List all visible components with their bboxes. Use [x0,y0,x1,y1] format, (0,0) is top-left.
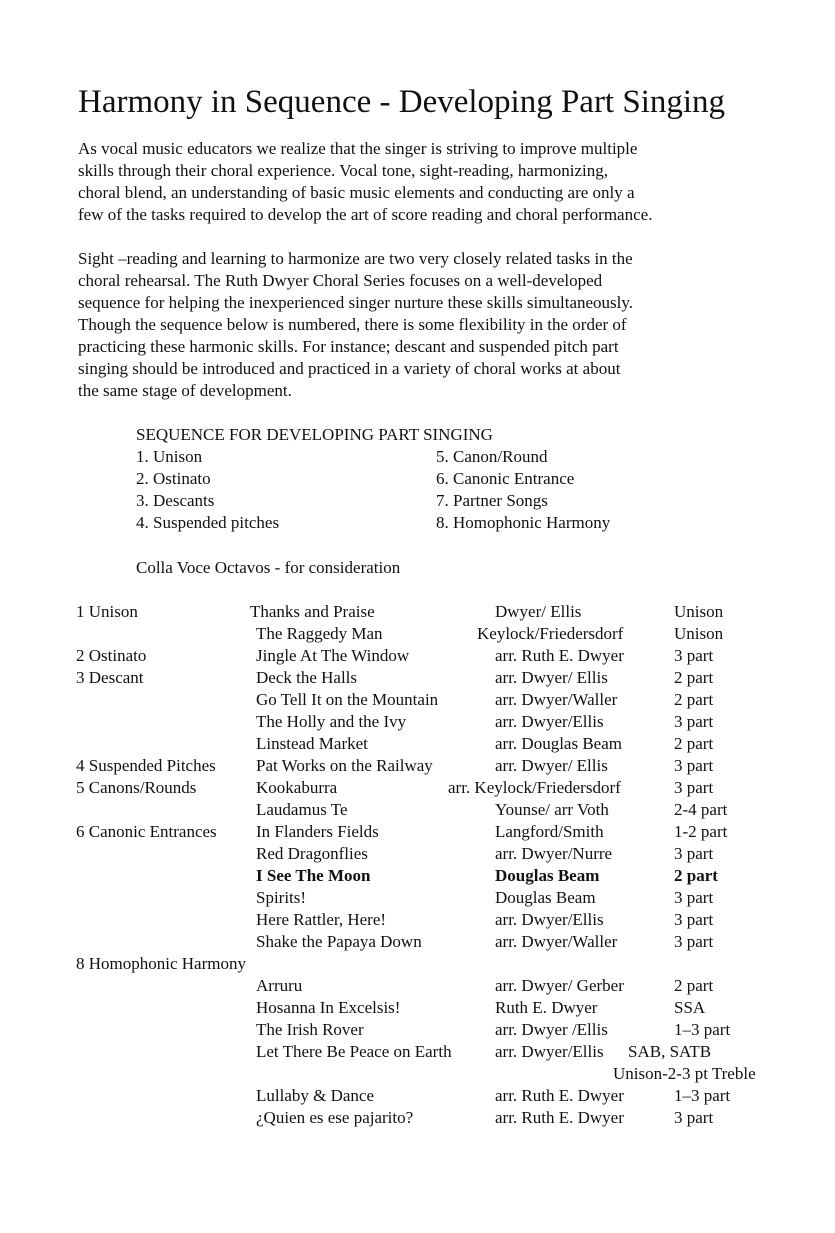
paragraph-line: the same stage of development. [78,381,292,400]
parts-cell: 3 part [674,932,714,951]
octavo-row [0,865,835,887]
octavo-row [0,799,835,821]
title-cell: The Raggedy Man [256,624,383,643]
octavo-row [0,733,835,755]
octavo-row [0,1019,835,1041]
title-cell: Kookaburra [256,778,338,797]
colla-voce-heading: Colla Voce Octavos - for consideration [136,558,401,577]
composer-cell: Dwyer/ Ellis [495,602,582,621]
category-cell: 4 Suspended Pitches [76,756,216,775]
title-cell: The Irish Rover [256,1020,364,1039]
parts-cell: 2 part [674,976,714,995]
sequence-item: 5. Canon/Round [436,447,548,466]
paragraph-line: choral rehearsal. The Ruth Dwyer Choral Series focuses on a well-developed [78,271,603,290]
parts-cell: SAB, SATB [628,1042,712,1061]
composer-cell: arr. Dwyer/Ellis [495,712,604,731]
title-cell: Go Tell It on the Mountain [256,690,439,709]
category-cell: 1 Unison [76,602,138,621]
title-cell: Pat Works on the Railway [256,756,433,775]
octavo-row [0,777,835,799]
parts-cell: 2 part [674,734,714,753]
octavo-row [0,997,835,1019]
parts-cell: 2 part [674,866,718,885]
title-cell: Hosanna In Excelsis! [256,998,401,1017]
octavo-row [0,821,835,843]
parts-cell: 2 part [674,668,714,687]
paragraph-line: skills through their choral experience. Vocal tone, sight-reading, harmonizing, [78,161,609,180]
composer-cell: Younse/ arr Voth [495,800,609,819]
sequence-item: 6. Canonic Entrance [436,469,575,488]
parts-cell: 1–3 part [674,1086,731,1105]
octavo-row [0,1063,835,1085]
octavo-row [0,1041,835,1063]
sequence-heading: SEQUENCE FOR DEVELOPING PART SINGING [136,425,493,444]
category-cell: 3 Descant [76,668,144,687]
parts-cell: 3 part [674,778,714,797]
composer-cell: arr. Dwyer/Waller [495,690,618,709]
title-cell: The Holly and the Ivy [256,712,407,731]
paragraph-line: As vocal music educators we realize that the singer is striving to improve multiple [78,139,638,158]
category-cell: 6 Canonic Entrances [76,822,217,841]
sequence-item: 1. Unison [136,447,203,466]
parts-cell: 3 part [674,646,714,665]
title-cell: Red Dragonflies [256,844,368,863]
paragraph-line: singing should be introduced and practiced in a variety of choral works at about [78,359,621,378]
category-cell: 8 Homophonic Harmony [76,954,246,973]
title-cell: I See The Moon [256,866,371,885]
parts-cell: 1-2 part [674,822,728,841]
parts-cell: Unison [674,624,724,643]
paragraph-line: Sight –reading and learning to harmonize are two very closely related tasks in the [78,249,633,268]
composer-cell: arr. Dwyer/Ellis [495,1042,604,1061]
title-cell: In Flanders Fields [256,822,379,841]
paragraph-line: choral blend, an understanding of basic music elements and conducting are only a [78,183,635,202]
page-title: Harmony in Sequence - Developing Part Singing [78,84,726,120]
parts-cell: Unison [674,602,724,621]
parts-cell: 3 part [674,1108,714,1127]
title-cell: Let There Be Peace on Earth [256,1042,452,1061]
parts-cell: 3 part [674,844,714,863]
octavo-row [0,667,835,689]
sight-reading-paragraph [78,248,778,402]
sequence-item: 7. Partner Songs [436,491,548,510]
title-cell: Deck the Halls [256,668,358,687]
paragraph-line: Though the sequence below is numbered, there is some flexibility in the order of [78,315,627,334]
category-cell: 5 Canons/Rounds [76,778,197,797]
sequence-item: 2. Ostinato [136,469,211,488]
composer-cell: arr. Dwyer/ Gerber [495,976,624,995]
composer-cell: arr. Dwyer/ Ellis [495,756,608,775]
octavo-row [0,909,835,931]
title-cell: ¿Quien es ese pajarito? [256,1108,414,1127]
octavo-row [0,1107,835,1129]
parts-cell: 3 part [674,910,714,929]
paragraph-line: practicing these harmonic skills. For instance; descant and suspended pitch part [78,337,619,356]
title-cell: Linstead Market [256,734,368,753]
parts-cell: 3 part [674,888,714,907]
sequence-section [136,424,696,534]
sequence-list [136,446,696,534]
sequence-item: 4. Suspended pitches [136,513,280,532]
composer-cell: arr. Dwyer/ Ellis [495,668,608,687]
sequence-item: 3. Descants [136,491,215,510]
octavo-row [0,975,835,997]
parts-cell: 3 part [674,756,714,775]
sequence-item: 8. Homophonic Harmony [436,513,611,532]
parts-cell: 3 part [674,712,714,731]
paragraph-line: few of the tasks required to develop the art of score reading and choral performance. [78,205,653,224]
parts-cell: SSA [674,998,706,1017]
octavo-row [0,645,835,667]
composer-cell: arr. Dwyer/Waller [495,932,618,951]
composer-cell: arr. Douglas Beam [495,734,622,753]
composer-cell: Douglas Beam [495,866,600,885]
octavo-row [0,887,835,909]
parts-cell: Unison-2-3 pt Treble [613,1064,756,1083]
parts-cell: 2 part [674,690,714,709]
composer-cell: Keylock/Friedersdorf [477,624,624,643]
composer-cell: arr. Dwyer/Ellis [495,910,604,929]
title-cell: Arruru [256,976,303,995]
composer-cell: arr. Ruth E. Dwyer [495,1086,624,1105]
octavo-row [0,1085,835,1107]
composer-cell: arr. Keylock/Friedersdorf [448,778,621,797]
octavo-row [0,843,835,865]
octavo-row [0,953,835,975]
paragraph-line: sequence for helping the inexperienced singer nurture these skills simultaneously. [78,293,634,312]
title-cell: Jingle At The Window [256,646,410,665]
title-cell: Lullaby & Dance [256,1086,375,1105]
octavo-row [0,601,835,623]
parts-cell: 1–3 part [674,1020,731,1039]
octavo-row [0,689,835,711]
composer-cell: arr. Dwyer/Nurre [495,844,613,863]
parts-cell: 2-4 part [674,800,728,819]
composer-cell: Langford/Smith [495,822,604,841]
octavo-row [0,711,835,733]
composer-cell: arr. Dwyer /Ellis [495,1020,608,1039]
category-cell: 2 Ostinato [76,646,147,665]
octavo-table [0,601,835,1129]
title-cell: Spirits! [256,888,307,907]
intro-paragraph [78,138,778,226]
composer-cell: arr. Ruth E. Dwyer [495,1108,624,1127]
octavo-row [0,755,835,777]
title-cell: Thanks and Praise [250,602,375,621]
composer-cell: arr. Ruth E. Dwyer [495,646,624,665]
octavo-row [0,623,835,645]
octavo-row [0,931,835,953]
title-cell: Here Rattler, Here! [256,910,387,929]
composer-cell: Douglas Beam [495,888,596,907]
title-cell: Laudamus Te [256,800,348,819]
composer-cell: Ruth E. Dwyer [495,998,598,1017]
title-cell: Shake the Papaya Down [256,932,422,951]
